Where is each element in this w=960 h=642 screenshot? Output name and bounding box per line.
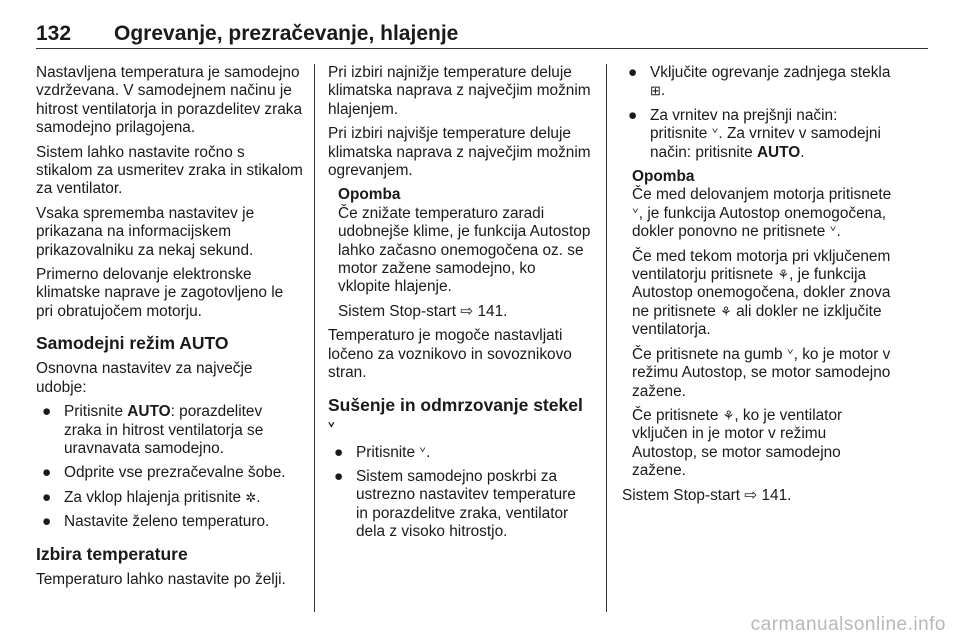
defrost-icon: ᘁ bbox=[786, 346, 794, 362]
note-text: Če znižate temperaturo zaradi udobnejše klime, je funkcija Autostop lahko začasno onemogočena oz. se motor zažene samodejno, ko vklopite hlajenje. bbox=[338, 204, 591, 296]
paragraph: Sistem lahko nastavite ročno s stikalom za usmeritev zraka in stikalom za ventilator. bbox=[36, 143, 303, 198]
defrost-icon: ᘁ bbox=[632, 205, 639, 221]
list-item: ● Sistem samodejno poskrbi za ustrezno nastavitev temperature in porazdelitve zraka, ventilator dela z visoko hitrostjo. bbox=[334, 467, 576, 541]
page-title: Ogrevanje, prezračevanje, hlajenje bbox=[114, 22, 459, 45]
column-middle bbox=[328, 64, 592, 548]
section-heading-temperature: Izbira temperature bbox=[36, 543, 188, 564]
note-text: Če pritisnete na gumb ᘁ, ko je motor v režimu Autostop, se motor samodejno zažene. bbox=[632, 345, 891, 400]
fan-icon: ⚘ bbox=[720, 303, 732, 319]
cross-reference: Sistem Stop-start ⇨ 141. bbox=[622, 486, 792, 504]
paragraph: Primerno delovanje elektronske klimatske naprave je zagotovljeno le pri obratujočem motorju. bbox=[36, 266, 284, 320]
paragraph: Nastavljena temperatura je samodejno vzdrževana. V samodejnem načinu je hitrost ventilatorja in porazdelitev zraka samodejno prilagojena. bbox=[36, 64, 303, 137]
note-text: Če med tekom motorja pri vključenem ventilatorju pritisnete ⚘, je funkcija Autostop onemogočena, dokler znova ne pritisnete ⚘ ali dokler ne izključite ventilatorja. bbox=[632, 247, 891, 339]
list-item: ● Vključite ogrevanje zadnjega stekla ⊞. bbox=[628, 64, 891, 100]
column-divider bbox=[314, 64, 315, 612]
paragraph: Pri izbiri najnižje temperature deluje klimatska naprava z največjim možnim hlajenjem. bbox=[328, 64, 591, 118]
list-item: ● Za vrnitev na prejšnji način: pritisnite ᘁ. Za vrnitev v samodejni način: pritisnite AUTO. bbox=[628, 106, 881, 161]
defrost-icon: ᘁ bbox=[829, 224, 837, 240]
paragraph: Vsaka sprememba nastavitev je prikazana na informacijskem prikazovalniku za nekaj sekund. bbox=[36, 204, 255, 259]
note-heading: Opomba bbox=[338, 186, 401, 204]
list-item: ● Pritisnite AUTO: porazdelitev zraka in hitrost ventilatorja se uravnavata samodejno. bbox=[42, 403, 264, 457]
paragraph: Temperaturo lahko nastavite po želji. bbox=[36, 570, 286, 588]
note-heading: Opomba bbox=[632, 168, 695, 186]
rear-window-heating-icon: ⊞ bbox=[650, 83, 661, 99]
column-divider bbox=[606, 64, 607, 612]
fan-icon: ⚘ bbox=[722, 407, 735, 423]
paragraph: Pri izbiri najvišje temperature deluje klimatska naprava z največjim možnim ogrevanjem. bbox=[328, 125, 591, 180]
column-right bbox=[622, 64, 892, 511]
watermark: carmanualsonline.info bbox=[750, 614, 946, 635]
page-number: 132 bbox=[36, 22, 72, 45]
note-text: Če pritisnete ⚘, ko je ventilator vključen in je motor v režimu Autostop, se motor samodejno zažene. bbox=[632, 406, 843, 480]
list-item: ● Nastavite želeno temperaturo. bbox=[42, 513, 270, 531]
list-item: ● Za vklop hlajenja pritisnite ✲. bbox=[42, 488, 261, 506]
defrost-icon: ᘁ bbox=[711, 126, 719, 142]
page-header bbox=[36, 22, 928, 49]
note-box bbox=[338, 186, 592, 321]
climate-icon: ✲ bbox=[245, 489, 257, 505]
column-left bbox=[36, 64, 304, 595]
section-heading-defrost: Sušenje in odmrzovanje stekel ᘁ bbox=[328, 395, 592, 438]
defrost-icon: ᘁ bbox=[328, 419, 335, 435]
list-item: ● Pritisnite ᘁ. bbox=[334, 443, 431, 461]
list-item: ● Odprite vse prezračevalne šobe. bbox=[42, 464, 286, 482]
paragraph: Temperaturo je mogoče nastavljati ločeno za voznikovo in sovoznikovo stran. bbox=[328, 327, 572, 382]
defrost-icon: ᘁ bbox=[419, 444, 427, 460]
paragraph: Osnovna nastavitev za največje udobje: bbox=[36, 360, 253, 396]
note-text: Če med delovanjem motorja pritisnete ᘁ, je funkcija Autostop onemogočena, dokler ponovno ne pritisnete ᘁ. bbox=[632, 186, 892, 241]
cross-reference: Sistem Stop-start ⇨ 141. bbox=[338, 302, 508, 320]
fan-icon: ⚘ bbox=[777, 267, 790, 283]
section-heading-auto: Samodejni režim AUTO bbox=[36, 333, 229, 354]
note-box bbox=[632, 168, 892, 481]
